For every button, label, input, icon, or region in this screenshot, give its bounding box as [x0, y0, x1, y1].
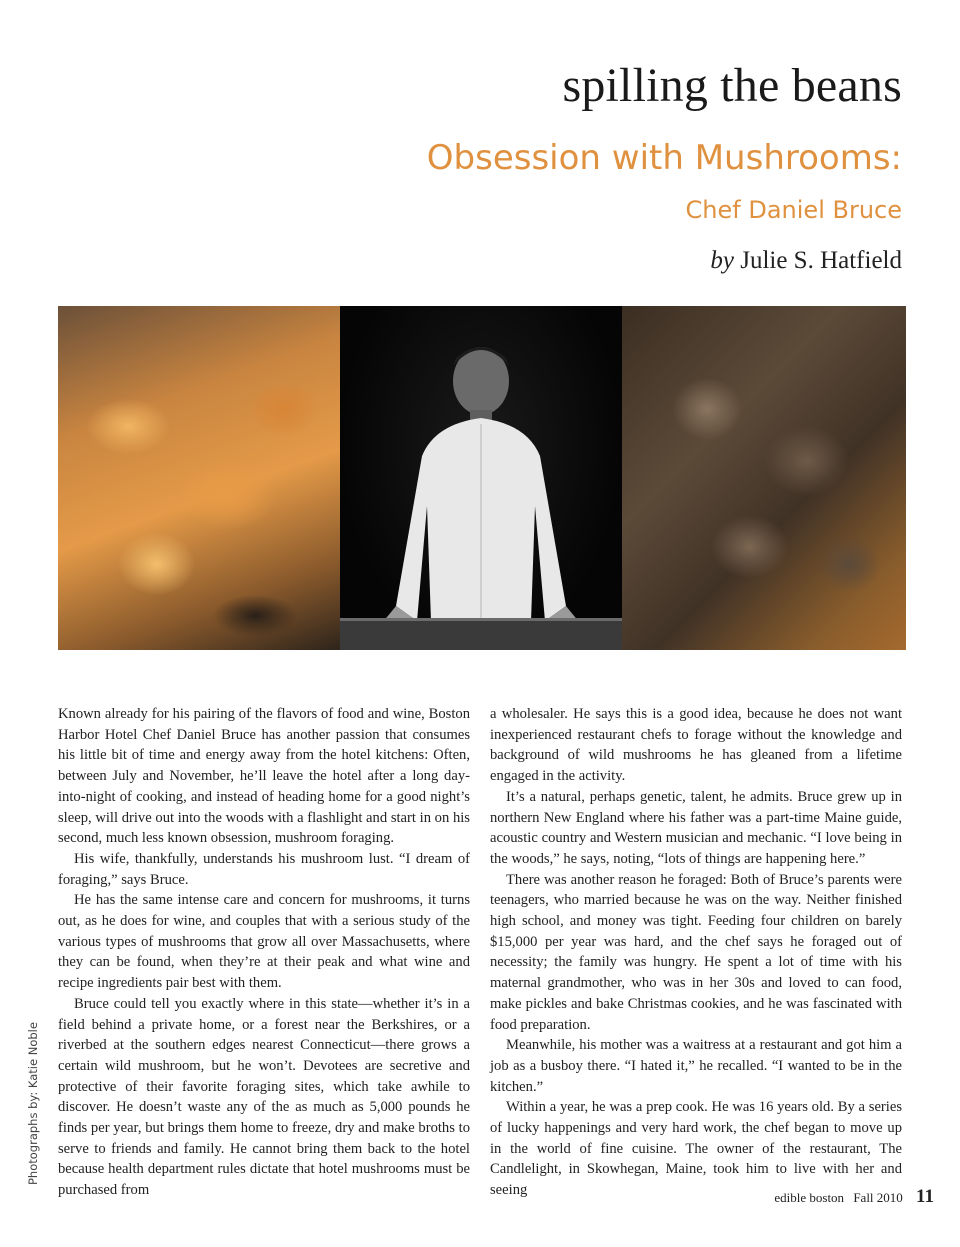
paragraph: His wife, thankfully, understands his mushroom lust. “I dream of foraging,” says Bruce. — [58, 850, 470, 888]
byline — [710, 247, 902, 275]
publication-name: edible boston — [774, 1190, 845, 1205]
paragraph: Within a year, he was a prep cook. He was 16 years old. By a series of lucky happenings and very hard work, the chef began to move up in the world of fine cuisine. The owner of the restaurant, The Candlelight, in Skowhegan, Maine, took him to live with her and seeing — [490, 1099, 902, 1199]
paragraph: Bruce could tell you exactly where in this state—whether it’s in a field behind a private home, or a forest near the Berkshires, or a riverbed at the southern edges nearest Connecticut—there grows a certain wild mushroom, but he won’t. Devotees are secretive and protective of their favorite foraging sites, which take awhile to discover. He doesn’t waste any of the as much as 5,000 pounds he finds per year, but brings them home to freeze, dry and make broths to serve to friends and family. He cannot bring them back to the hotel because health department rules dictate that hotel mushrooms must be purchased from — [58, 995, 470, 1199]
paragraph: He has the same intense care and concern for mushrooms, it turns out, as he does for wine, and couples that with a serious study of the various types of mushrooms that grow all over Massachusetts, where they can be found, when they’re at their peak and what wine and recipe ingredients pair best with them. — [58, 892, 470, 992]
article-headline: Obsession with Mushrooms: — [426, 138, 902, 178]
article-subhead: Chef Daniel Bruce — [685, 196, 902, 224]
photo-strip — [58, 306, 906, 650]
paragraph: There was another reason he foraged: Both of Bruce’s parents were teenagers, who married because he was on the way. Neither finished high school, and money was tight. Feeding four children on barely $15,000 per year was hard, and the chef says he foraged out of necessity; the family was hungry. He spent a lot of time with his maternal grandmother, who was in her 30s and loved to can food, make pickles and bake Christmas cookies, and he was fascinated with food preparation. — [490, 871, 902, 1033]
morel-mushrooms-basket-photo — [622, 306, 906, 650]
page-number: 11 — [916, 1186, 934, 1207]
paragraph: It’s a natural, perhaps genetic, talent, he admits. Bruce grew up in northern New England where his father was a part-time Maine guide, acoustic country and Western musician and mechanic. “I love being in the woods,” he says, noting, “lots of things are happening here.” — [490, 788, 902, 867]
photo-credit: Photographs by: Katie Noble — [26, 1022, 40, 1185]
byline-author: Julie S. Hatfield — [740, 247, 902, 274]
issue-label: Fall 2010 — [853, 1190, 903, 1205]
paragraph: a wholesaler. He says this is a good idea, because he does not want inexperienced restaurant chefs to forage without the knowledge and background of wild mushrooms he has gleaned from a lifetime engaged in the activity. — [490, 706, 902, 785]
section-title: spilling the beans — [562, 59, 902, 112]
chanterelle-mushrooms-photo — [58, 306, 340, 650]
chef-figure — [340, 306, 622, 650]
page-footer — [774, 1186, 934, 1208]
article-column-left — [58, 704, 470, 1201]
paragraph: Known already for his pairing of the flavors of food and wine, Boston Harbor Hotel Chef Daniel Bruce has another passion that consumes his little bit of time and energy away from the hotel kitchens: Often, between July and November, he’ll leave the hotel after a long day-into-night of cooking, and instead of heading home for a good night’s sleep, will drive out into the woods with a flashlight and start in on his second, much less known obsession, mushroom foraging. — [58, 706, 470, 847]
article-column-right — [490, 704, 902, 1201]
chef-portrait-photo — [340, 306, 622, 650]
paragraph: Meanwhile, his mother was a waitress at a restaurant and got him a job as a busboy there. “I hated it,” he recalled. “I wanted to be in the kitchen.” — [490, 1037, 902, 1095]
byline-prefix: by — [710, 247, 734, 274]
